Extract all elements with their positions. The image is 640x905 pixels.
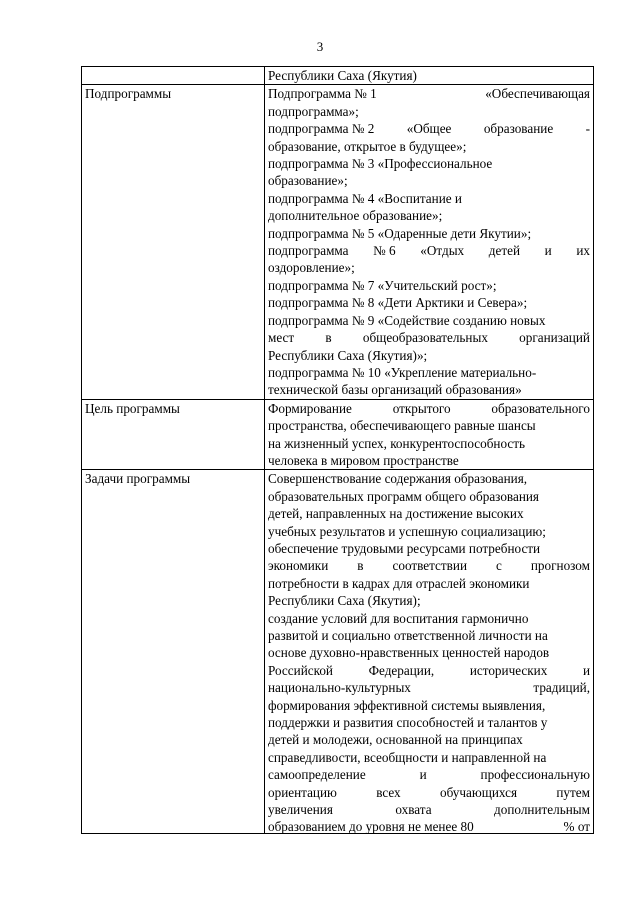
text-line: образование»; [268,173,348,189]
text-line: образованием до уровня не менее 80 % от [268,819,590,834]
text-line: Подпрограмма № 1 «Обеспечивающая [268,86,590,102]
text-line: образовательных программ общего образования [268,488,539,504]
text-line: подпрограмма»; [268,103,359,119]
row-continuation [82,67,594,85]
row-program-tasks [82,470,594,834]
row-value [265,85,594,399]
text-line: технической базы организаций образования» [268,382,522,398]
text-line: на жизненный успех, конкурентоспособность [268,435,526,451]
text-line: пространства, обеспечивающего равные шансы [268,418,536,434]
text-line: развитой и социально ответственной личности на [268,628,548,643]
text-line: основе духовно-нравственных ценностей народов [268,645,550,661]
text-line: самоопределение и профессиональную [268,767,590,783]
text-line: подпрограмма № 3 «Профессиональное [268,156,493,172]
text-line: экономики в соответствии с прогнозом [268,558,590,574]
text-line: образование, открытое в будущее»; [268,138,467,154]
text-line: Формирование открытого образовательного [268,400,590,416]
text-line: подпрограмма № 2 «Общее образование - [268,121,590,137]
row-program-goal [82,399,594,470]
text-line: Республики Саха (Якутия)»; [268,347,428,363]
row-label: Подпрограммы [82,85,265,399]
text-line: потребности в кадрах для отраслей экономики [268,575,530,591]
text-line: подпрограмма № 6 «Отдых детей и их [268,243,590,259]
text-line: подпрограмма № 4 «Воспитание и [268,190,462,206]
text-line: подпрограмма № 9 «Содействие созданию новых [268,312,546,328]
row-label: Цель программы [82,399,265,470]
text-line: поддержки и развития способностей и талантов у [268,715,548,731]
text-line: подпрограмма № 7 «Учительский рост»; [268,277,497,293]
text-line: Совершенствование содержания образования, [268,471,528,487]
text-line: справедливости, всеобщности и направленной на [268,749,547,765]
text-line: Республики Саха (Якутия); [268,593,421,609]
text-line: дополнительное образование»; [268,208,443,224]
text-line: создание условий для воспитания гармонично [268,610,529,626]
text-line: подпрограмма № 10 «Укрепление материально- [268,364,537,380]
row-label [82,67,265,85]
text-line: оздоровление»; [268,260,355,276]
text-line: Российской Федерации, исторических и [268,662,590,678]
text-line: национально-культурных традиций, [268,680,590,696]
text-line: учебных результатов и успешную социализацию; [268,523,546,539]
row-value [265,67,594,85]
program-passport-table [81,66,594,834]
row-value [265,399,594,470]
text-line: подпрограмма № 5 «Одаренные дети Якутии»; [268,225,532,241]
page-number: 3 [316,39,324,54]
text-line: мест в общеобразовательных организаций [268,330,590,346]
text-line: подпрограмма № 8 «Дети Арктики и Севера»; [268,295,528,311]
row-label: Задачи программы [82,470,265,834]
text-line: ориентацию всех обучающихся путем [268,784,590,800]
row-value [265,470,594,834]
text-line: детей, направленных на достижение высоких [268,506,524,522]
text-line: обеспечение трудовыми ресурсами потребности [268,540,541,556]
text-line: увеличения охвата дополнительным [268,802,590,818]
text-line: детей и молодежи, основанной на принципах [268,732,523,748]
text-line: Республики Саха (Якутия) [268,68,417,83]
row-subprograms [82,85,594,399]
text-line: человека в мировом пространстве [268,452,459,468]
text-line: формирования эффективной системы выявления, [268,697,546,713]
